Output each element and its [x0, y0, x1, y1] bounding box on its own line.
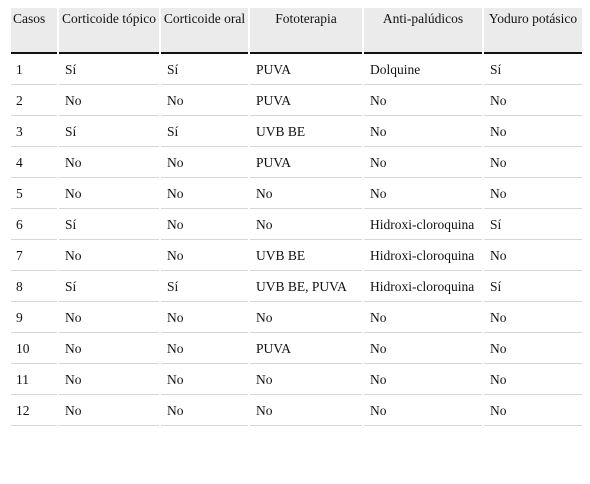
cell-corticoide-topico: Sí: [59, 54, 159, 85]
cell-antipaludicos: No: [364, 178, 482, 209]
cell-corticoide-topico: No: [59, 85, 159, 116]
table-row: [11, 178, 582, 209]
treatment-table: [9, 8, 584, 426]
cell-antipaludicos: No: [364, 85, 482, 116]
table-row: [11, 54, 582, 85]
cell-yoduro-potasico: Sí: [484, 54, 582, 85]
cell-corticoide-topico: No: [59, 364, 159, 395]
cell-fototerapia: UVB BE: [250, 240, 362, 271]
cell-antipaludicos: No: [364, 333, 482, 364]
cell-fototerapia: UVB BE, PUVA: [250, 271, 362, 302]
cell-yoduro-potasico: No: [484, 395, 582, 426]
cell-corticoide-topico: No: [59, 395, 159, 426]
table-row: [11, 333, 582, 364]
cell-case-number: 6: [11, 209, 57, 240]
header-corticoide-topico: Corticoide tópico: [59, 8, 159, 54]
cell-case-number: 7: [11, 240, 57, 271]
cell-corticoide-topico: No: [59, 302, 159, 333]
cell-yoduro-potasico: Sí: [484, 271, 582, 302]
cell-antipaludicos: Hidroxi-cloroquina: [364, 240, 482, 271]
header-yoduro-potasico: Yoduro potásico: [484, 8, 582, 54]
table-row: [11, 209, 582, 240]
cell-fototerapia: No: [250, 364, 362, 395]
cell-yoduro-potasico: No: [484, 240, 582, 271]
cell-yoduro-potasico: No: [484, 302, 582, 333]
table-row: [11, 147, 582, 178]
cell-corticoide-oral: No: [161, 209, 248, 240]
cell-corticoide-topico: No: [59, 333, 159, 364]
table-body: [11, 54, 582, 426]
cell-yoduro-potasico: No: [484, 116, 582, 147]
cell-corticoide-oral: No: [161, 302, 248, 333]
cell-fototerapia: No: [250, 209, 362, 240]
table-row: [11, 271, 582, 302]
header-fototerapia: Fototerapia: [250, 8, 362, 54]
table-row: [11, 395, 582, 426]
table-row: [11, 302, 582, 333]
cell-corticoide-oral: No: [161, 395, 248, 426]
cell-yoduro-potasico: Sí: [484, 209, 582, 240]
cell-corticoide-oral: No: [161, 147, 248, 178]
cell-corticoide-oral: No: [161, 240, 248, 271]
table-row: [11, 116, 582, 147]
table-header: [11, 8, 582, 54]
cell-yoduro-potasico: No: [484, 147, 582, 178]
header-antipaludicos: Anti-palúdicos: [364, 8, 482, 54]
cell-corticoide-oral: No: [161, 364, 248, 395]
cell-case-number: 8: [11, 271, 57, 302]
cell-case-number: 11: [11, 364, 57, 395]
cell-case-number: 2: [11, 85, 57, 116]
cell-antipaludicos: Dolquine: [364, 54, 482, 85]
cell-antipaludicos: Hidroxi-cloroquina: [364, 271, 482, 302]
table-row: [11, 364, 582, 395]
cell-corticoide-oral: Sí: [161, 271, 248, 302]
cell-case-number: 10: [11, 333, 57, 364]
cell-case-number: 12: [11, 395, 57, 426]
cell-corticoide-topico: No: [59, 178, 159, 209]
cell-antipaludicos: Hidroxi-cloroquina: [364, 209, 482, 240]
cell-antipaludicos: No: [364, 147, 482, 178]
cell-antipaludicos: No: [364, 302, 482, 333]
header-corticoide-oral: Corticoide oral: [161, 8, 248, 54]
cell-corticoide-topico: Sí: [59, 116, 159, 147]
cell-antipaludicos: No: [364, 395, 482, 426]
header-casos: Casos: [11, 8, 57, 54]
cell-yoduro-potasico: No: [484, 178, 582, 209]
cell-fototerapia: PUVA: [250, 85, 362, 116]
cell-case-number: 4: [11, 147, 57, 178]
cell-corticoide-oral: Sí: [161, 116, 248, 147]
cell-corticoide-oral: No: [161, 178, 248, 209]
cell-case-number: 9: [11, 302, 57, 333]
cell-fototerapia: No: [250, 178, 362, 209]
table-row: [11, 85, 582, 116]
cell-corticoide-oral: Sí: [161, 54, 248, 85]
cell-fototerapia: UVB BE: [250, 116, 362, 147]
cell-case-number: 5: [11, 178, 57, 209]
cell-corticoide-topico: Sí: [59, 271, 159, 302]
cell-antipaludicos: No: [364, 364, 482, 395]
cell-corticoide-topico: Sí: [59, 209, 159, 240]
treatment-table-container: [9, 8, 580, 426]
table-row: [11, 240, 582, 271]
cell-corticoide-oral: No: [161, 333, 248, 364]
cell-corticoide-oral: No: [161, 85, 248, 116]
cell-case-number: 1: [11, 54, 57, 85]
cell-case-number: 3: [11, 116, 57, 147]
cell-antipaludicos: No: [364, 116, 482, 147]
cell-fototerapia: PUVA: [250, 54, 362, 85]
cell-corticoide-topico: No: [59, 240, 159, 271]
cell-fototerapia: No: [250, 395, 362, 426]
cell-corticoide-topico: No: [59, 147, 159, 178]
cell-fototerapia: No: [250, 302, 362, 333]
cell-yoduro-potasico: No: [484, 364, 582, 395]
cell-yoduro-potasico: No: [484, 333, 582, 364]
cell-fototerapia: PUVA: [250, 147, 362, 178]
cell-fototerapia: PUVA: [250, 333, 362, 364]
cell-yoduro-potasico: No: [484, 85, 582, 116]
